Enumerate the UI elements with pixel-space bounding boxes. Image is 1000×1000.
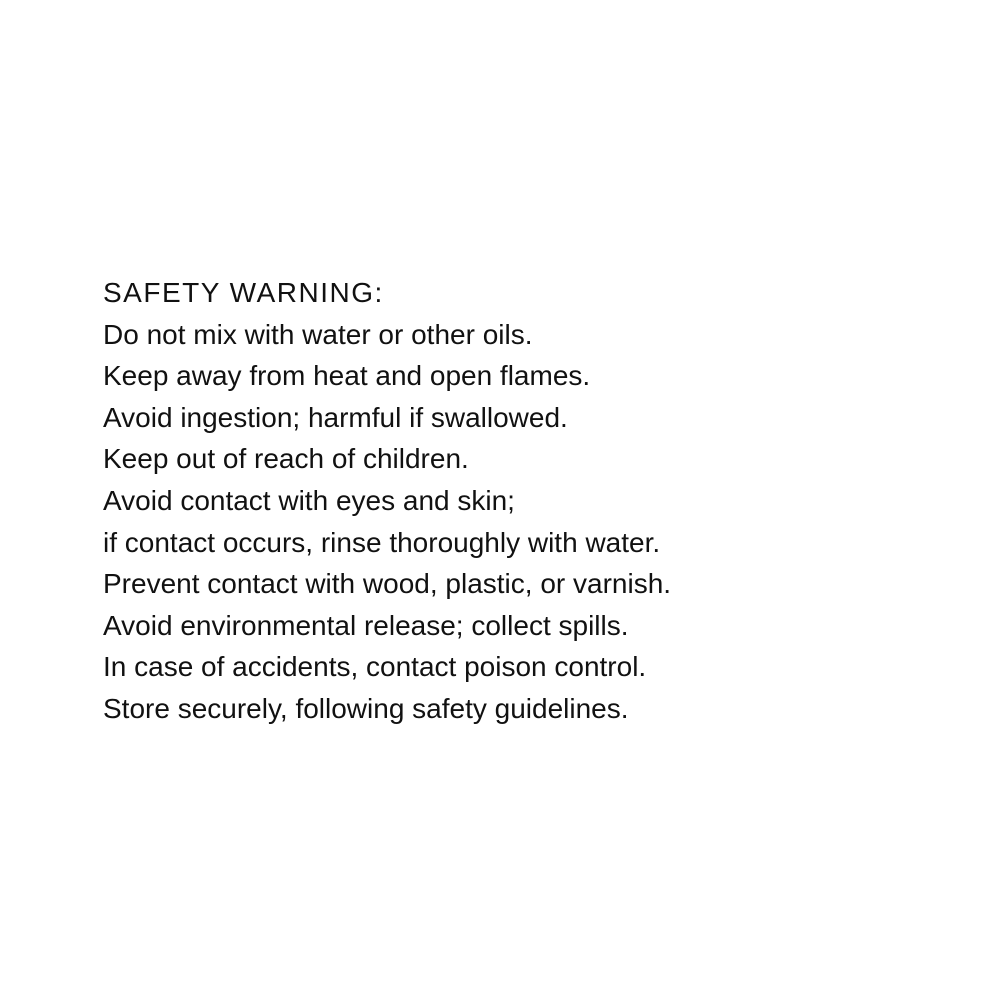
- warning-line: Prevent contact with wood, plastic, or varnish.: [103, 568, 672, 600]
- warning-line: if contact occurs, rinse thoroughly with water.: [103, 526, 661, 558]
- warning-line: In case of accidents, contact poison control.: [103, 651, 647, 683]
- warning-line: Avoid environmental release; collect spills.: [103, 609, 629, 641]
- warning-line: Keep away from heat and open flames.: [103, 360, 591, 392]
- warning-line: Avoid ingestion; harmful if swallowed.: [103, 401, 568, 433]
- safety-warning-block: [103, 272, 963, 730]
- warning-line: Do not mix with water or other oils.: [103, 318, 533, 350]
- warning-line: Store securely, following safety guidelines.: [103, 692, 629, 724]
- warning-line: Keep out of reach of children.: [103, 443, 469, 475]
- warning-line: Avoid contact with eyes and skin;: [103, 484, 515, 516]
- safety-warning-title: SAFETY WARNING:: [103, 277, 384, 308]
